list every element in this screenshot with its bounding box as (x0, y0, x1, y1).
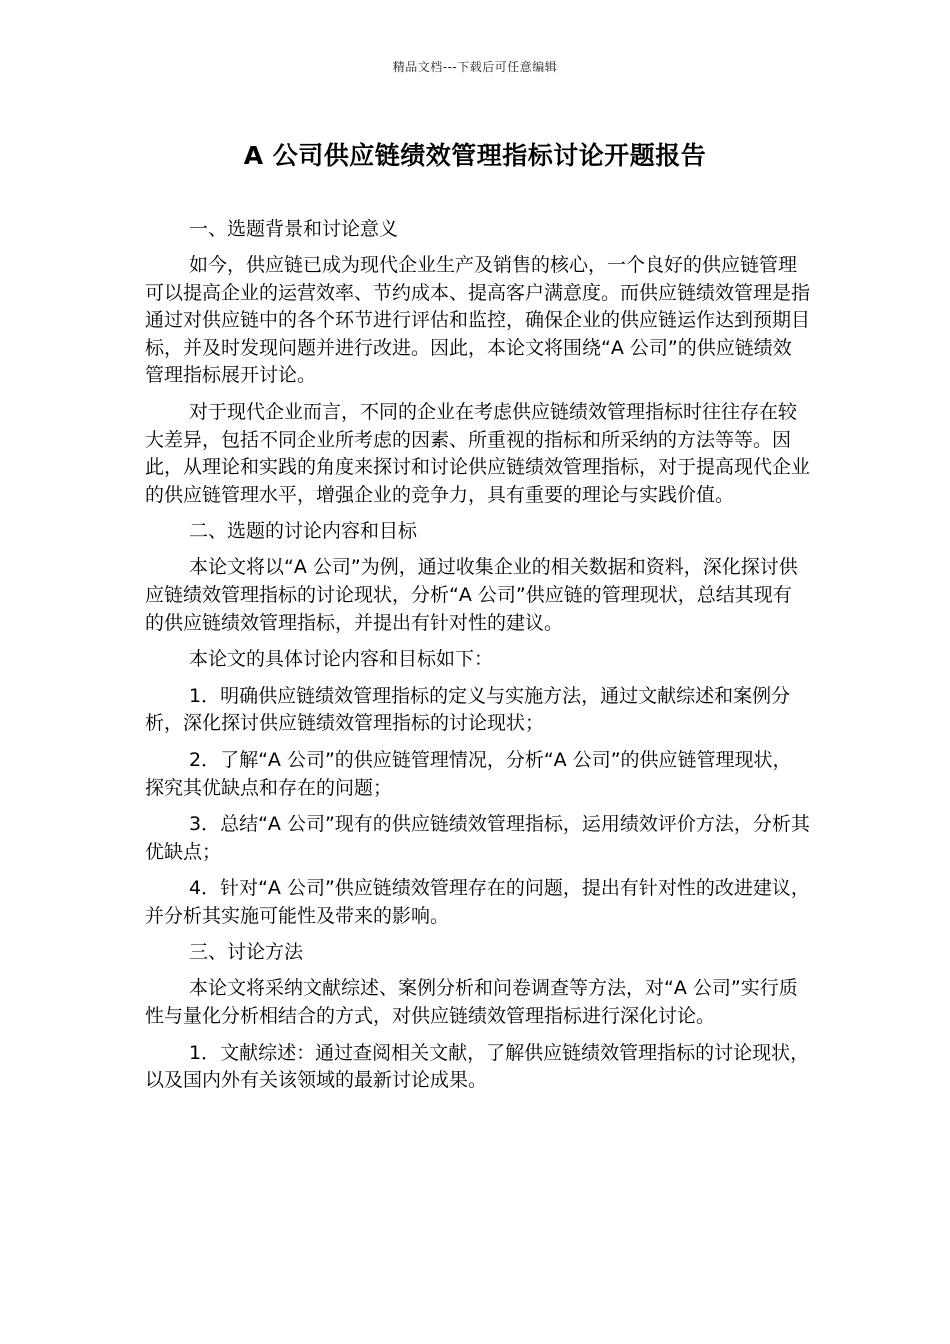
section-heading-3: 三、讨论方法 (189, 941, 304, 964)
section-heading-1: 一、选题背景和讨论意义 (189, 218, 399, 240)
list-item: 1．明确供应链绩效管理指标的定义与实施方法，通过文献综述和案例分析，深化探讨供应链绩效管理指标的讨论现状； (145, 684, 791, 735)
paragraph: 如今，供应链已成为现代企业生产及销售的核心，一个良好的供应链管理可以提高企业的运营效率、节约成本、提高客户满意度。而供应链绩效管理是指通过对供应链中的各个环节进行评估和监控，确保企业的供应链运作达到预期目标，并及时发现问题并进行改进。因此，本论文将围绕“A 公司”的供应链绩效管理指标展开讨论。 (145, 254, 811, 387)
paragraph: 对于现代企业而言，不同的企业在考虑供应链绩效管理指标时往往存在较大差异，包括不同企业所考虑的因素、所重视的指标和所采纳的方法等等。因此，从理论和实践的角度来探讨和讨论供应链绩效管理指标，对于提高现代企业的供应链管理水平，增强企业的竞争力，具有重要的理论与实践价值。 (145, 400, 811, 506)
paragraph: 本论文将以“A 公司”为例，通过收集企业的相关数据和资料，深化探讨供应链绩效管理指标的讨论现状，分析“A 公司”供应链的管理现状，总结其现有的供应链绩效管理指标，并提出有针对性的建议。 (145, 556, 798, 634)
paragraph: 本论文将采纳文献综述、案例分析和问卷调查等方法，对“A 公司”实行质性与量化分析相结合的方式，对供应链绩效管理指标进行深化讨论。 (145, 977, 798, 1028)
list-item: 1．文献综述：通过查阅相关文献，了解供应链绩效管理指标的讨论现状，以及国内外有关该领域的最新讨论成果。 (145, 1041, 810, 1092)
header-note: 精品文档---下载后可任意编辑 (392, 60, 558, 74)
section-heading-2: 二、选题的讨论内容和目标 (189, 520, 418, 543)
page-title: A 公司供应链绩效管理指标讨论开题报告 (243, 141, 707, 170)
document-body (145, 216, 810, 1104)
list-item: 3．总结“A 公司”现有的供应链绩效管理指标，运用绩效评价方法，分析其优缺点； (145, 813, 810, 863)
paragraph: 本论文的具体讨论内容和目标如下： (189, 648, 494, 671)
list-item: 4．针对“A 公司”供应链绩效管理存在的问题，提出有针对性的改进建议，并分析其实施可能性及带来的影响。 (145, 877, 810, 927)
list-item: 2．了解“A 公司”的供应链管理情况，分析“A 公司”的供应链管理现状，探究其优缺点和存在的问题； (145, 748, 792, 799)
